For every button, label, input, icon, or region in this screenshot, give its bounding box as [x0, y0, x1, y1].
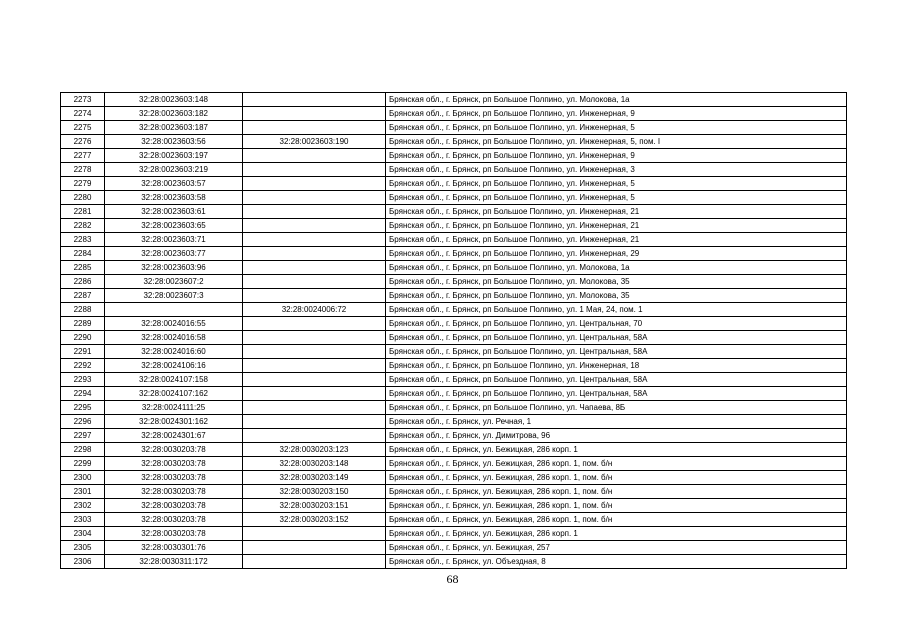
address-cell: Брянская обл., г. Брянск, рп Большое Полпино, ул. Центральная, 70 — [386, 317, 847, 331]
row-number-cell: 2303 — [61, 513, 105, 527]
table-row — [61, 317, 847, 331]
row-number-cell: 2296 — [61, 415, 105, 429]
row-number-cell: 2299 — [61, 457, 105, 471]
cadastral-number-cell: 32:28:0030203:78 — [105, 443, 243, 457]
address-cell: Брянская обл., г. Брянск, рп Большое Полпино, ул. Инженерная, 29 — [386, 247, 847, 261]
parent-cadastral-number-cell — [243, 345, 386, 359]
row-number-cell: 2304 — [61, 527, 105, 541]
records-table — [60, 92, 847, 569]
address-cell: Брянская обл., г. Брянск, ул. Бежицкая, 286 корп. 1, пом. б/н — [386, 485, 847, 499]
address-cell: Брянская обл., г. Брянск, рп Большое Полпино, ул. Инженерная, 9 — [386, 107, 847, 121]
cadastral-number-cell: 32:28:0030203:78 — [105, 513, 243, 527]
address-cell: Брянская обл., г. Брянск, рп Большое Полпино, ул. Инженерная, 5 — [386, 177, 847, 191]
table-row — [61, 401, 847, 415]
address-cell: Брянская обл., г. Брянск, ул. Димитрова, 96 — [386, 429, 847, 443]
row-number-cell: 2273 — [61, 93, 105, 107]
parent-cadastral-number-cell — [243, 401, 386, 415]
cadastral-number-cell: 32:28:0024016:58 — [105, 331, 243, 345]
row-number-cell: 2274 — [61, 107, 105, 121]
parent-cadastral-number-cell — [243, 233, 386, 247]
table-row — [61, 163, 847, 177]
table-row — [61, 359, 847, 373]
parent-cadastral-number-cell: 32:28:0030203:148 — [243, 457, 386, 471]
table-row — [61, 219, 847, 233]
address-cell: Брянская обл., г. Брянск, ул. Бежицкая, 257 — [386, 541, 847, 555]
table-row — [61, 513, 847, 527]
row-number-cell: 2289 — [61, 317, 105, 331]
cadastral-number-cell: 32:28:0023603:58 — [105, 191, 243, 205]
address-cell: Брянская обл., г. Брянск, ул. Бежицкая, 286 корп. 1, пом. б/н — [386, 513, 847, 527]
address-cell: Брянская обл., г. Брянск, ул. Бежицкая, 286 корп. 1, пом. б/н — [386, 457, 847, 471]
parent-cadastral-number-cell — [243, 387, 386, 401]
cadastral-number-cell: 32:28:0023603:182 — [105, 107, 243, 121]
address-cell: Брянская обл., г. Брянск, рп Большое Полпино, ул. Молокова, 35 — [386, 275, 847, 289]
cadastral-number-cell: 32:28:0030301:76 — [105, 541, 243, 555]
parent-cadastral-number-cell: 32:28:0030203:123 — [243, 443, 386, 457]
parent-cadastral-number-cell — [243, 205, 386, 219]
parent-cadastral-number-cell — [243, 527, 386, 541]
cadastral-number-cell: 32:28:0030203:78 — [105, 457, 243, 471]
address-cell: Брянская обл., г. Брянск, рп Большое Полпино, ул. Инженерная, 5 — [386, 121, 847, 135]
address-cell: Брянская обл., г. Брянск, рп Большое Полпино, ул. Молокова, 35 — [386, 289, 847, 303]
table-row — [61, 191, 847, 205]
address-cell: Брянская обл., г. Брянск, ул. Речная, 1 — [386, 415, 847, 429]
table-row — [61, 261, 847, 275]
row-number-cell: 2282 — [61, 219, 105, 233]
cadastral-number-cell: 32:28:0024016:55 — [105, 317, 243, 331]
parent-cadastral-number-cell — [243, 177, 386, 191]
cadastral-number-cell: 32:28:0023603:71 — [105, 233, 243, 247]
address-cell: Брянская обл., г. Брянск, ул. Бежицкая, 286 корп. 1 — [386, 443, 847, 457]
cadastral-number-cell: 32:28:0023603:148 — [105, 93, 243, 107]
cadastral-number-cell: 32:28:0023603:96 — [105, 261, 243, 275]
address-cell: Брянская обл., г. Брянск, рп Большое Полпино, ул. 1 Мая, 24, пом. 1 — [386, 303, 847, 317]
row-number-cell: 2285 — [61, 261, 105, 275]
cadastral-number-cell: 32:28:0023603:187 — [105, 121, 243, 135]
table-row — [61, 387, 847, 401]
parent-cadastral-number-cell: 32:28:0024006:72 — [243, 303, 386, 317]
cadastral-number-cell: 32:28:0023603:197 — [105, 149, 243, 163]
address-cell: Брянская обл., г. Брянск, рп Большое Полпино, ул. Инженерная, 5, пом. I — [386, 135, 847, 149]
parent-cadastral-number-cell: 32:28:0030203:150 — [243, 485, 386, 499]
row-number-cell: 2277 — [61, 149, 105, 163]
table-row — [61, 443, 847, 457]
page-number: 68 — [446, 572, 459, 586]
parent-cadastral-number-cell — [243, 555, 386, 569]
address-cell: Брянская обл., г. Брянск, рп Большое Полпино, ул. Инженерная, 18 — [386, 359, 847, 373]
row-number-cell: 2292 — [61, 359, 105, 373]
parent-cadastral-number-cell — [243, 429, 386, 443]
row-number-cell: 2306 — [61, 555, 105, 569]
row-number-cell: 2298 — [61, 443, 105, 457]
row-number-cell: 2283 — [61, 233, 105, 247]
parent-cadastral-number-cell — [243, 191, 386, 205]
table-row — [61, 415, 847, 429]
table-row — [61, 303, 847, 317]
parent-cadastral-number-cell — [243, 247, 386, 261]
parent-cadastral-number-cell — [243, 261, 386, 275]
table-row — [61, 527, 847, 541]
row-number-cell: 2284 — [61, 247, 105, 261]
cadastral-number-cell: 32:28:0024301:162 — [105, 415, 243, 429]
parent-cadastral-number-cell — [243, 373, 386, 387]
address-cell: Брянская обл., г. Брянск, рп Большое Полпино, ул. Инженерная, 5 — [386, 191, 847, 205]
cadastral-number-cell: 32:28:0023607:2 — [105, 275, 243, 289]
cadastral-number-cell: 32:28:0023603:57 — [105, 177, 243, 191]
address-cell: Брянская обл., г. Брянск, ул. Объездная, 8 — [386, 555, 847, 569]
table-row — [61, 289, 847, 303]
row-number-cell: 2300 — [61, 471, 105, 485]
cadastral-number-cell: 32:28:0023603:219 — [105, 163, 243, 177]
row-number-cell: 2297 — [61, 429, 105, 443]
row-number-cell: 2301 — [61, 485, 105, 499]
parent-cadastral-number-cell — [243, 415, 386, 429]
parent-cadastral-number-cell — [243, 275, 386, 289]
parent-cadastral-number-cell — [243, 163, 386, 177]
address-cell: Брянская обл., г. Брянск, ул. Бежицкая, 286 корп. 1, пом. б/н — [386, 499, 847, 513]
table-row — [61, 107, 847, 121]
parent-cadastral-number-cell — [243, 149, 386, 163]
cadastral-number-cell: 32:28:0024111:25 — [105, 401, 243, 415]
cadastral-number-cell: 32:28:0024107:158 — [105, 373, 243, 387]
table-row — [61, 93, 847, 107]
address-cell: Брянская обл., г. Брянск, рп Большое Полпино, ул. Центральная, 58А — [386, 331, 847, 345]
table-row — [61, 541, 847, 555]
cadastral-number-cell: 32:28:0024016:60 — [105, 345, 243, 359]
row-number-cell: 2275 — [61, 121, 105, 135]
parent-cadastral-number-cell: 32:28:0030203:152 — [243, 513, 386, 527]
row-number-cell: 2281 — [61, 205, 105, 219]
table-row — [61, 485, 847, 499]
parent-cadastral-number-cell — [243, 317, 386, 331]
cadastral-number-cell: 32:28:0023603:77 — [105, 247, 243, 261]
address-cell: Брянская обл., г. Брянск, ул. Бежицкая, 286 корп. 1, пом. б/н — [386, 471, 847, 485]
parent-cadastral-number-cell — [243, 541, 386, 555]
table-row — [61, 233, 847, 247]
address-cell: Брянская обл., г. Брянск, рп Большое Полпино, ул. Центральная, 58А — [386, 373, 847, 387]
cadastral-number-cell: 32:28:0024107:162 — [105, 387, 243, 401]
row-number-cell: 2291 — [61, 345, 105, 359]
parent-cadastral-number-cell — [243, 121, 386, 135]
row-number-cell: 2278 — [61, 163, 105, 177]
parent-cadastral-number-cell — [243, 289, 386, 303]
table-row — [61, 177, 847, 191]
table-row — [61, 555, 847, 569]
row-number-cell: 2276 — [61, 135, 105, 149]
address-cell: Брянская обл., г. Брянск, рп Большое Полпино, ул. Чапаева, 8Б — [386, 401, 847, 415]
parent-cadastral-number-cell: 32:28:0030203:149 — [243, 471, 386, 485]
cadastral-number-cell: 32:28:0023603:56 — [105, 135, 243, 149]
row-number-cell: 2286 — [61, 275, 105, 289]
address-cell: Брянская обл., г. Брянск, рп Большое Полпино, ул. Молокова, 1а — [386, 261, 847, 275]
records-table-body — [61, 93, 847, 569]
table-row — [61, 205, 847, 219]
parent-cadastral-number-cell — [243, 359, 386, 373]
cadastral-number-cell: 32:28:0030203:78 — [105, 471, 243, 485]
address-cell: Брянская обл., г. Брянск, рп Большое Полпино, ул. Центральная, 58А — [386, 345, 847, 359]
cadastral-number-cell: 32:28:0023603:65 — [105, 219, 243, 233]
row-number-cell: 2295 — [61, 401, 105, 415]
cadastral-number-cell: 32:28:0030203:78 — [105, 499, 243, 513]
address-cell: Брянская обл., г. Брянск, ул. Бежицкая, 286 корп. 1 — [386, 527, 847, 541]
table-row — [61, 135, 847, 149]
table-row — [61, 275, 847, 289]
address-cell: Брянская обл., г. Брянск, рп Большое Полпино, ул. Инженерная, 21 — [386, 219, 847, 233]
cadastral-number-cell: 32:28:0024301:67 — [105, 429, 243, 443]
row-number-cell: 2293 — [61, 373, 105, 387]
table-row — [61, 247, 847, 261]
cadastral-number-cell: 32:28:0030203:78 — [105, 527, 243, 541]
address-cell: Брянская обл., г. Брянск, рп Большое Полпино, ул. Инженерная, 9 — [386, 149, 847, 163]
row-number-cell: 2280 — [61, 191, 105, 205]
address-cell: Брянская обл., г. Брянск, рп Большое Полпино, ул. Центральная, 58А — [386, 387, 847, 401]
cadastral-number-cell: 32:28:0023603:61 — [105, 205, 243, 219]
parent-cadastral-number-cell: 32:28:0023603:190 — [243, 135, 386, 149]
cadastral-number-cell: 32:28:0023607:3 — [105, 289, 243, 303]
address-cell: Брянская обл., г. Брянск, рп Большое Полпино, ул. Инженерная, 21 — [386, 205, 847, 219]
row-number-cell: 2305 — [61, 541, 105, 555]
table-row — [61, 345, 847, 359]
address-cell: Брянская обл., г. Брянск, рп Большое Полпино, ул. Инженерная, 3 — [386, 163, 847, 177]
table-row — [61, 149, 847, 163]
cadastral-number-cell: 32:28:0024106:16 — [105, 359, 243, 373]
row-number-cell: 2290 — [61, 331, 105, 345]
parent-cadastral-number-cell — [243, 107, 386, 121]
cadastral-number-cell: 32:28:0030311:172 — [105, 555, 243, 569]
address-cell: Брянская обл., г. Брянск, рп Большое Полпино, ул. Инженерная, 21 — [386, 233, 847, 247]
row-number-cell: 2294 — [61, 387, 105, 401]
parent-cadastral-number-cell — [243, 93, 386, 107]
cadastral-number-cell: 32:28:0030203:78 — [105, 485, 243, 499]
parent-cadastral-number-cell: 32:28:0030203:151 — [243, 499, 386, 513]
table-row — [61, 457, 847, 471]
cadastral-number-cell — [105, 303, 243, 317]
row-number-cell: 2288 — [61, 303, 105, 317]
row-number-cell: 2287 — [61, 289, 105, 303]
table-row — [61, 331, 847, 345]
table-row — [61, 471, 847, 485]
row-number-cell: 2279 — [61, 177, 105, 191]
parent-cadastral-number-cell — [243, 331, 386, 345]
parent-cadastral-number-cell — [243, 219, 386, 233]
table-row — [61, 499, 847, 513]
address-cell: Брянская обл., г. Брянск, рп Большое Полпино, ул. Молокова, 1а — [386, 93, 847, 107]
table-row — [61, 373, 847, 387]
table-row — [61, 429, 847, 443]
row-number-cell: 2302 — [61, 499, 105, 513]
table-row — [61, 121, 847, 135]
